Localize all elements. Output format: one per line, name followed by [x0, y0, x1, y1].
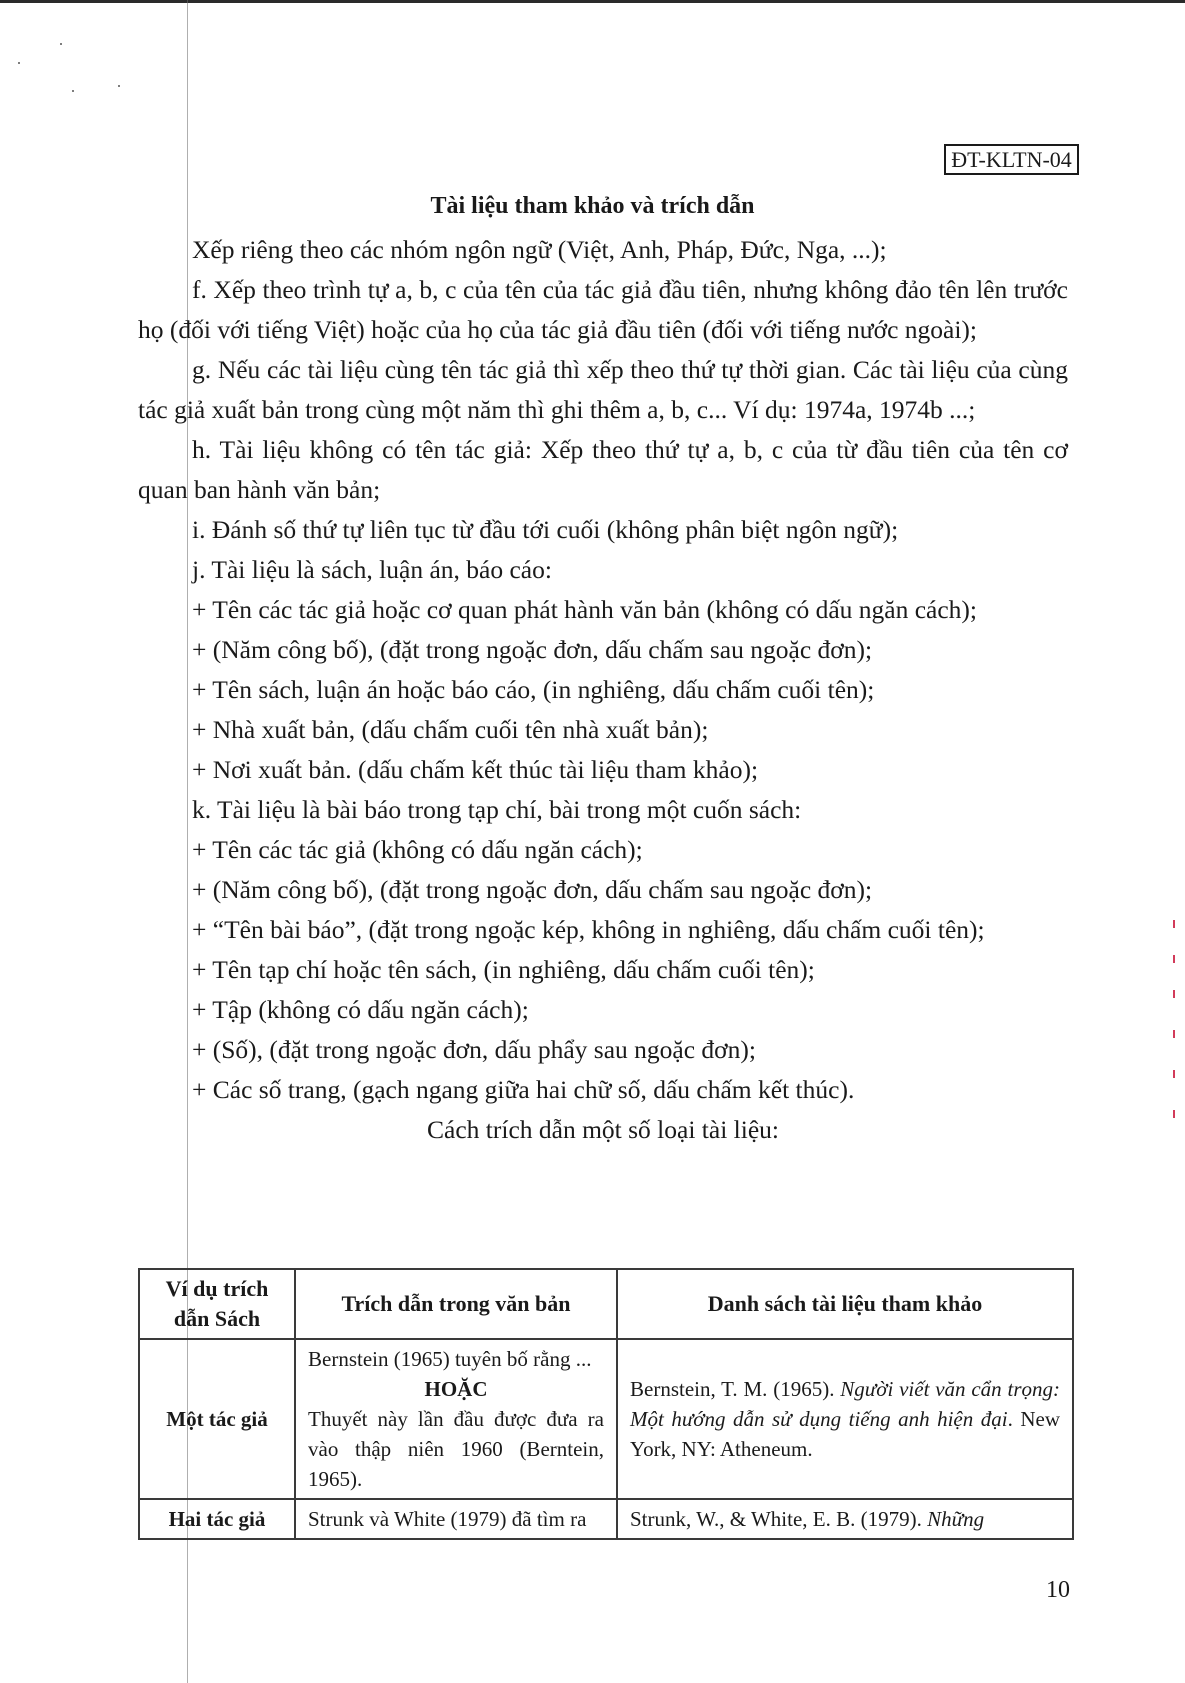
list-item: + Tên các tác giả hoặc cơ quan phát hành văn bản (không có dấu ngăn cách);	[192, 595, 977, 624]
scan-speck	[72, 90, 74, 92]
scan-speck	[118, 85, 120, 87]
paragraph: Xếp riêng theo các nhóm ngôn ngữ (Việt, Anh, Pháp, Đức, Nga, ...);	[192, 235, 887, 264]
table-header-row	[139, 1269, 1073, 1339]
column-header: Trích dẫn trong văn bản	[295, 1269, 617, 1339]
scan-speck	[60, 43, 62, 45]
reference-text: Strunk, W., & White, E. B. (1979).	[630, 1507, 928, 1531]
reference-text: . New York, NY: Atheneum.	[630, 1407, 1060, 1461]
reference-text: Bernstein, T. M. (1965).	[630, 1377, 841, 1401]
reference-title: Người viết văn cẩn trọng: Một hướng dẫn sử dụng tiếng anh hiện đại	[630, 1377, 1060, 1431]
table-caption: Cách trích dẫn một số loại tài liệu:	[427, 1115, 779, 1144]
top-border	[0, 0, 1185, 3]
paragraph: h. Tài liệu không có tên tác giả: Xếp theo thứ tự a, b, c của từ đầu tiên của tên cơ quan ban hành văn bản;	[138, 435, 1068, 504]
reference-title: Những	[927, 1507, 985, 1531]
list-item: + Tập (không có dấu ngăn cách);	[192, 995, 529, 1024]
page-title: Tài liệu tham khảo và trích dẫn	[430, 193, 755, 219]
table-row	[139, 1499, 1073, 1539]
citation-text: Thuyết này lần đầu được đưa ra vào thập niên 1960 (Berntein, 1965).	[308, 1407, 604, 1491]
list-item: + Các số trang, (gạch ngang giữa hai chữ số, dấu chấm kết thúc).	[192, 1075, 855, 1104]
list-item: + Tên sách, luận án hoặc báo cáo, (in nghiêng, dấu chấm cuối tên);	[192, 675, 875, 704]
row-label: Một tác giả	[139, 1339, 295, 1499]
list-item: + Tên các tác giả (không có dấu ngăn cách);	[192, 835, 643, 864]
scan-speck	[18, 62, 20, 64]
column-header: Ví dụ trích dẫn Sách	[139, 1269, 295, 1339]
list-item: + (Số), (đặt trong ngoặc đơn, dấu phẩy sau ngoặc đơn);	[192, 1035, 756, 1064]
page-number: 10	[1046, 1577, 1070, 1603]
paragraph: k. Tài liệu là bài báo trong tạp chí, bài trong một cuốn sách:	[192, 795, 802, 824]
citation-table	[138, 1268, 1074, 1540]
citation-text: Bernstein (1965) tuyên bố rằng ...	[308, 1347, 592, 1371]
row-label: Hai tác giả	[139, 1499, 295, 1539]
list-item: + “Tên bài báo”, (đặt trong ngoặc kép, không in nghiêng, dấu chấm cuối tên);	[192, 915, 985, 944]
list-item: + Tên tạp chí hoặc tên sách, (in nghiêng, dấu chấm cuối tên);	[192, 955, 815, 984]
reference-cell	[617, 1499, 1073, 1539]
body-text	[138, 230, 1068, 1150]
or-label: HOẶC	[424, 1377, 488, 1401]
table-row	[139, 1339, 1073, 1499]
margin-stamp-marks	[1170, 920, 1182, 1120]
paragraph: g. Nếu các tài liệu cùng tên tác giả thì xếp theo thứ tự thời gian. Các tài liệu của cùng tác giả xuất bản trong cùng một năm thì ghi thêm a, b, c... Ví dụ: 1974a, 1974b ...;	[138, 355, 1068, 424]
column-header: Danh sách tài liệu tham khảo	[617, 1269, 1073, 1339]
list-item: + (Năm công bố), (đặt trong ngoặc đơn, dấu chấm sau ngoặc đơn);	[192, 875, 873, 904]
list-item: + Nhà xuất bản, (dấu chấm cuối tên nhà xuất bản);	[192, 715, 709, 744]
list-item: + (Năm công bố), (đặt trong ngoặc đơn, dấu chấm sau ngoặc đơn);	[192, 635, 873, 664]
paragraph: f. Xếp theo trình tự a, b, c của tên của tác giả đầu tiên, nhưng không đảo tên lên trước họ (đối với tiếng Việt) hoặc của họ của tác giả đầu tiên (đối với tiếng nước ngoài);	[138, 275, 1068, 344]
in-text-citation-cell	[295, 1339, 617, 1499]
paragraph: j. Tài liệu là sách, luận án, báo cáo:	[192, 555, 552, 584]
paragraph: i. Đánh số thứ tự liên tục từ đầu tới cuối (không phân biệt ngôn ngữ);	[192, 515, 899, 544]
reference-cell	[617, 1339, 1073, 1499]
in-text-citation-cell: Strunk và White (1979) đã tìm ra	[295, 1499, 617, 1539]
document-code: ĐT-KLTN-04	[944, 144, 1079, 175]
list-item: + Nơi xuất bản. (dấu chấm kết thúc tài liệu tham khảo);	[192, 755, 759, 784]
